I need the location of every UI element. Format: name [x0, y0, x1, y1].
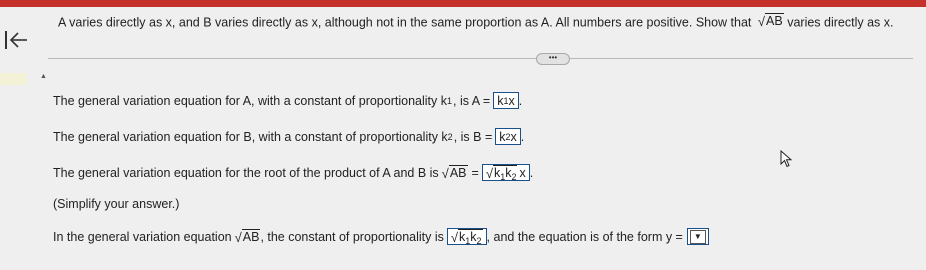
section-divider	[48, 58, 913, 59]
line-root-text: The general variation equation for the root of the product of A and B is	[53, 165, 439, 180]
line-root-period: .	[529, 165, 534, 180]
answer-line-constant	[53, 228, 709, 245]
answer-box-constant[interactable]: √ $k_1k_2$	[447, 228, 487, 245]
line-constant-text: In the general variation equation	[53, 229, 232, 244]
question-text	[58, 13, 894, 29]
collapse-caret-icon[interactable]: ▲	[40, 73, 47, 80]
back-arrow-icon[interactable]	[3, 28, 29, 52]
dropdown-arrow-icon: ▼	[690, 230, 706, 244]
sqrt-ab-expression: √ AB	[757, 14, 783, 30]
more-options-button[interactable]: •••	[536, 53, 570, 65]
line-b-period: .	[520, 129, 525, 144]
answer-line-a: The general variation equation for A, with a constant of proportionality k 1 , is A = k 1 x .	[53, 93, 523, 108]
equation-form-dropdown[interactable]	[687, 228, 709, 245]
line-a-equation-prefix: , is A =	[453, 93, 491, 108]
mouse-cursor-icon	[780, 150, 794, 168]
line-b-text: The general variation equation for B, with a constant of proportionality k	[53, 129, 448, 144]
line-a-text: The general variation equation for A, with a constant of proportionality k	[53, 93, 447, 108]
simplify-note	[53, 197, 179, 211]
answer-line-root	[53, 164, 533, 181]
answer-line-b: The general variation equation for B, with a constant of proportionality k 2 , is B = k 2 x .	[53, 129, 525, 144]
simplify-note-text: (Simplify your answer.)	[53, 197, 180, 211]
answer-box-b[interactable]: k 2 x	[495, 128, 521, 145]
sqrt-radicand: AB	[766, 14, 783, 28]
answer-box-a[interactable]: k 1 x	[493, 92, 519, 109]
equals-sign: =	[471, 165, 479, 180]
line-constant-mid-text: , the constant of proportionality is	[260, 229, 444, 244]
question-text-after: varies directly as x.	[787, 15, 894, 30]
answer-box-root[interactable]: √ $k_1k_2$ x	[482, 164, 530, 181]
line-b-equation-prefix: , is B =	[453, 129, 493, 144]
sqrt-ab-expression: √ AB	[234, 229, 260, 246]
question-text-before: A varies directly as x, and B varies directly as x, although not in the same proportion as A. All numbers are positive. Show that	[58, 15, 752, 30]
side-panel-marker	[0, 73, 27, 85]
top-accent-bar	[0, 0, 926, 7]
sqrt-ab-expression: √ AB	[441, 165, 467, 182]
line-constant-after-text: , and the equation is of the form y =	[486, 229, 683, 244]
line-a-period: .	[518, 93, 523, 108]
